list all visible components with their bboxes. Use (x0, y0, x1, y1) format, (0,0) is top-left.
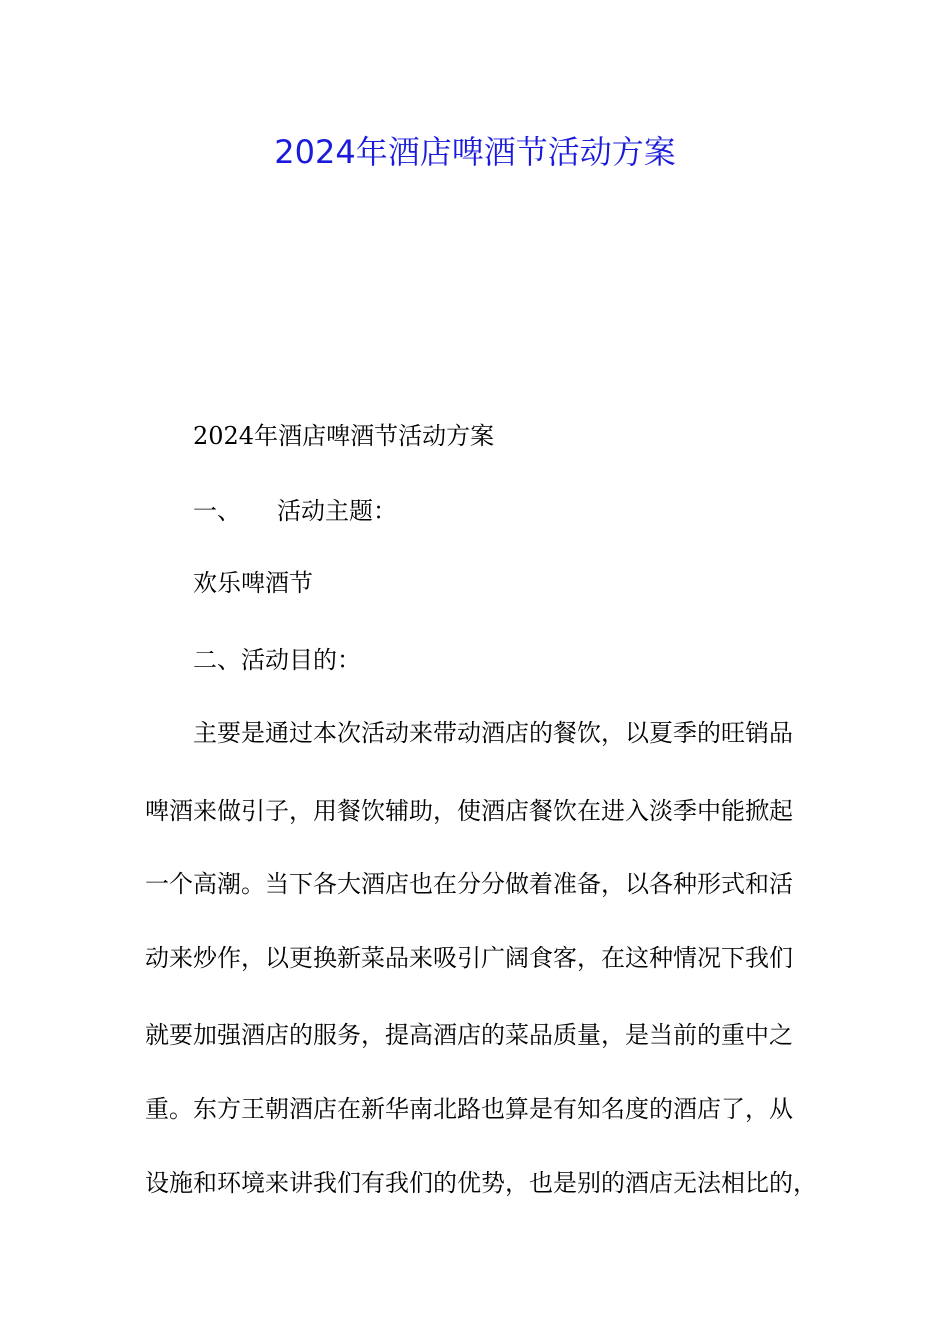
section-1-title: 活动主题： (277, 497, 397, 525)
body-paragraph-line: 动来炒作，以更换新菜品来吸引广阔食客，在这种情况下我们 (145, 944, 793, 972)
section-1-heading (193, 496, 397, 526)
section-2-heading: 二、活动目的： (193, 646, 361, 674)
body-paragraph-line: 就要加强酒店的服务，提高酒店的菜品质量，是当前的重中之 (145, 1021, 793, 1049)
body-paragraph-line: 一个高潮。当下各大酒店也在分分做着准备，以各种形式和活 (145, 870, 793, 898)
body-paragraph-line: 主要是通过本次活动来带动酒店的餐饮，以夏季的旺销品 (193, 719, 793, 747)
body-paragraph-line: 啤酒来做引子，用餐饮辅助，使酒店餐饮在进入淡季中能掀起 (145, 797, 793, 825)
section-1-number: 一、 (193, 497, 241, 525)
body-paragraph-line: 重。东方王朝酒店在新华南北路也算是有知名度的酒店了，从 (145, 1095, 793, 1123)
body-paragraph-line: 设施和环境来讲我们有我们的优势，也是别的酒店无法相比的， (145, 1169, 817, 1197)
section-1-content: 欢乐啤酒节 (193, 569, 313, 597)
document-title: 2024年酒店啤酒节活动方案 (274, 133, 676, 171)
document-subtitle: 2024年酒店啤酒节活动方案 (193, 422, 495, 450)
